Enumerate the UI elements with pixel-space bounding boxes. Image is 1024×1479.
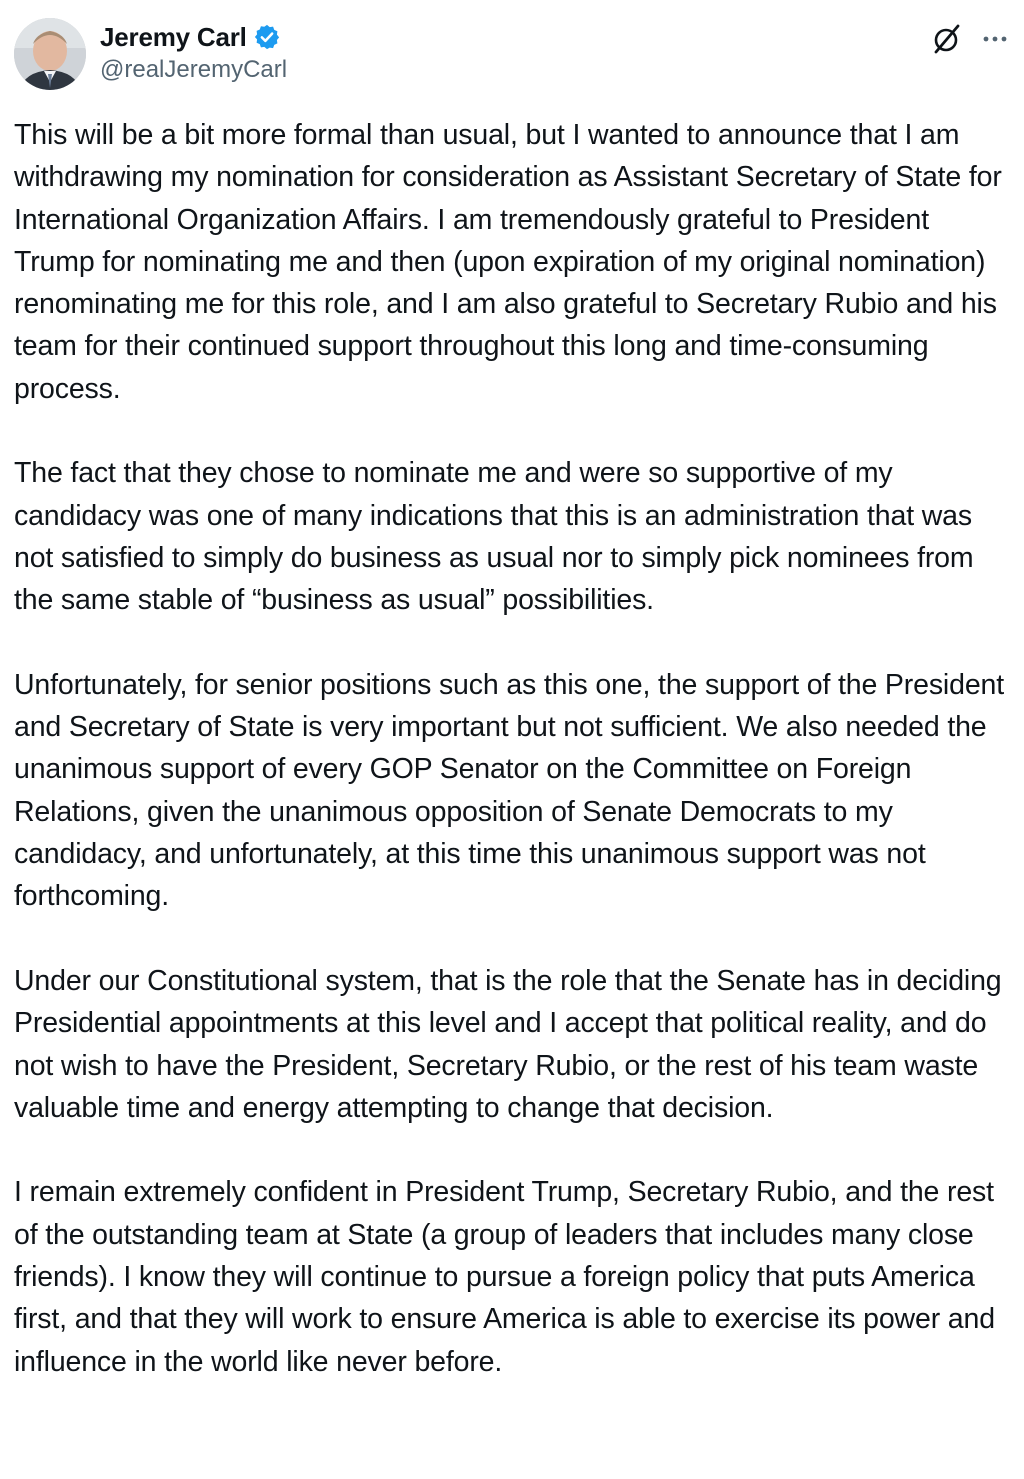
user-handle[interactable]: @realJeremyCarl xyxy=(100,56,288,83)
grok-icon[interactable] xyxy=(930,22,964,56)
post-paragraph: This will be a bit more formal than usual, but I wanted to announce that I am withdrawing my nomination for consideration as Assistant Secretary of State for International Organization Affairs. I am tremendously grateful to President Trump for nominating me and then (upon expiration of my original nomination) renominating me for this role, and I am also grateful to Secretary Rubio and his team for their continued support throughout this long and time-consuming process. xyxy=(14,119,1002,405)
top-actions xyxy=(930,22,1010,56)
post-paragraph: I remain extremely confident in President Trump, Secretary Rubio, and the rest of the outstanding team at State (a group of leaders that includes many close friends). I know they will continue to pursue a foreign policy that puts America first, and that they will work to ensure America is able to exercise its power and influence in the world like never before. xyxy=(14,1176,995,1378)
display-name[interactable]: Jeremy Carl xyxy=(100,21,247,52)
post-text xyxy=(14,114,1014,1383)
more-options-icon[interactable] xyxy=(980,24,1010,54)
avatar[interactable] xyxy=(14,18,86,90)
avatar-photo xyxy=(14,18,86,90)
author-names xyxy=(100,20,287,84)
post-paragraph: The fact that they chose to nominate me and were so supportive of my candidacy was one of many indications that this is an administration that was not satisfied to simply do business as usual nor to simply pick nominees from the same stable of “business as usual” possibilities. xyxy=(14,457,974,617)
post-paragraph: Under our Constitutional system, that is the role that the Senate has in deciding Presidential appointments at this level and I accept that political reality, and do not wish to have the President, Secretary Rubio, or the rest of his team waste valuable time and energy attempting to change that decision. xyxy=(14,964,1002,1124)
post-paragraph: Unfortunately, for senior positions such as this one, the support of the President and Secretary of State is very important but not sufficient. We also needed the unanimous support of every GOP Senator on the Committee on Foreign Relations, given the unanimous opposition of Senate Democrats to my candidacy, and unfortunately, at this time this unanimous support was not forthcoming. xyxy=(14,668,1004,913)
display-name-row xyxy=(100,20,287,54)
verified-badge-icon[interactable] xyxy=(253,23,281,51)
post-header xyxy=(14,18,1010,92)
